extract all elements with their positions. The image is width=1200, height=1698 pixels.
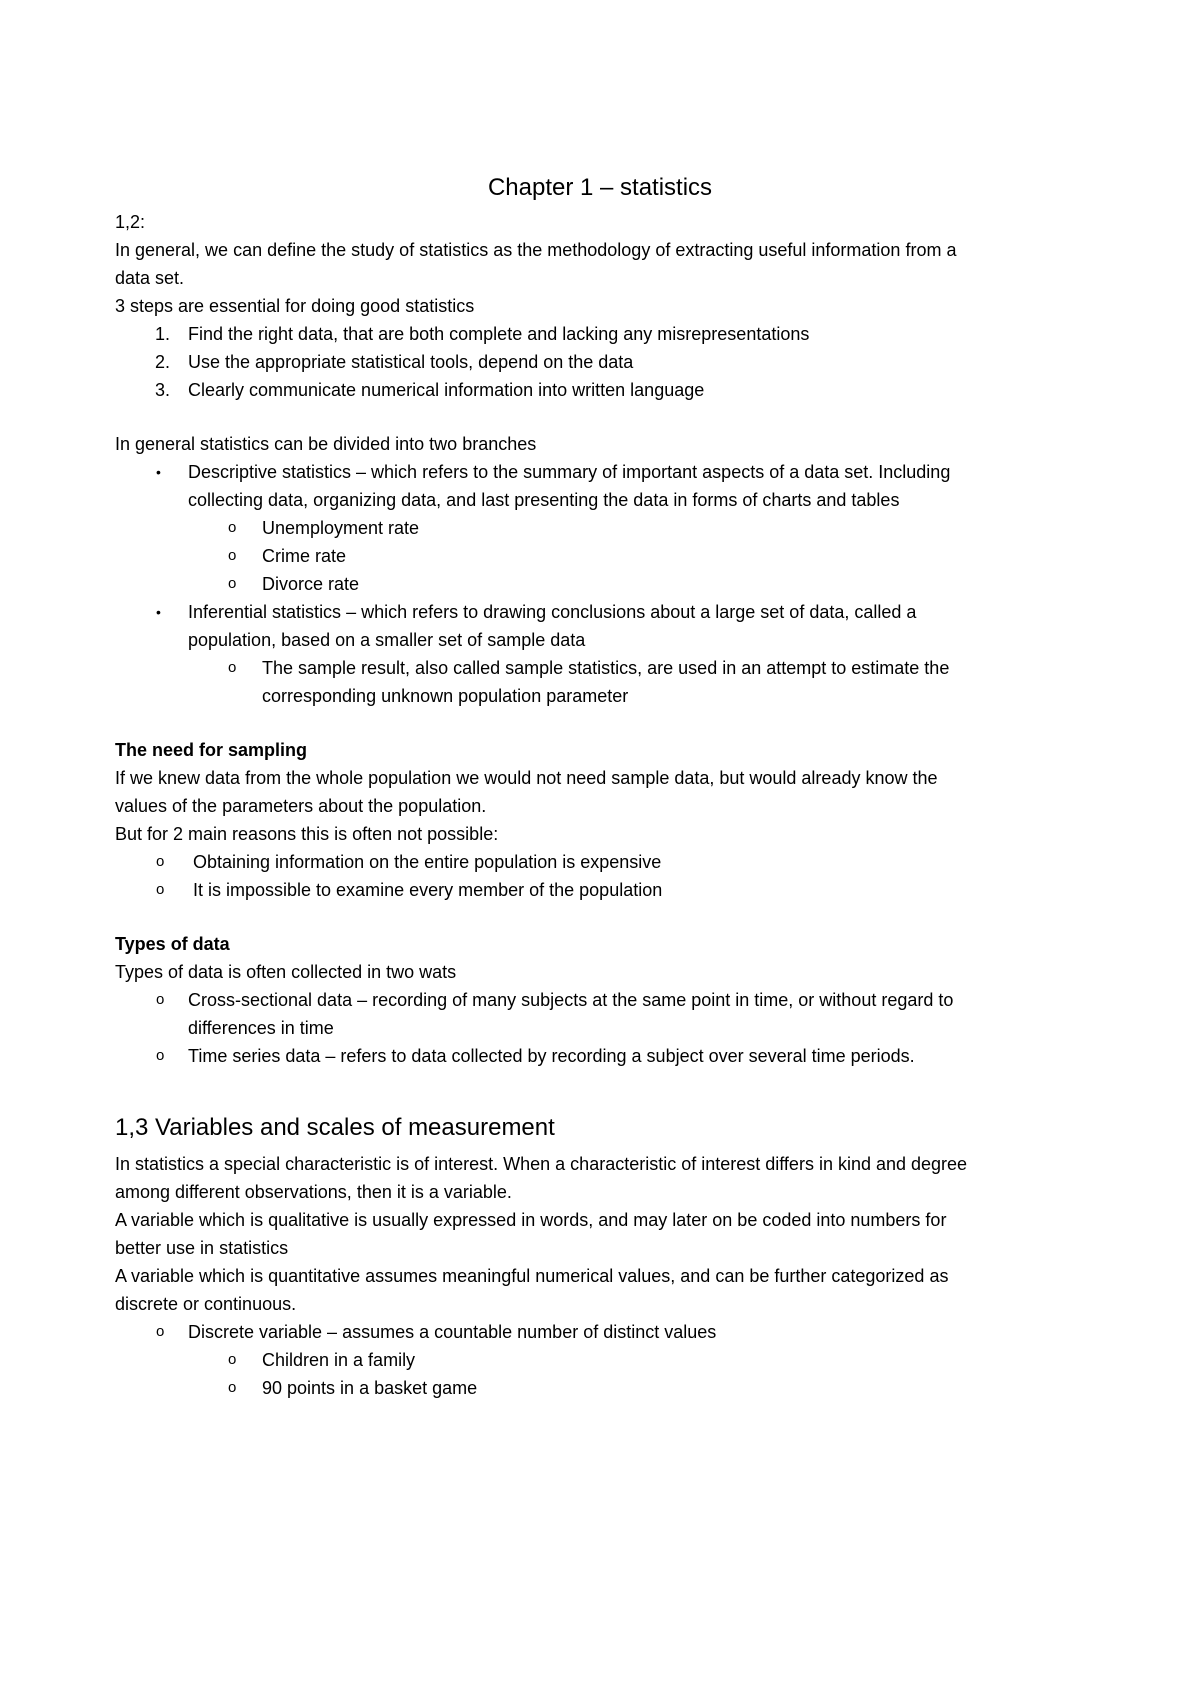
list-item-continuation: collecting data, organizing data, and last presenting the data in forms of charts and tables bbox=[188, 490, 900, 510]
list-item: Discrete variable – assumes a countable number of distinct values bbox=[188, 1322, 717, 1342]
paragraph-line: In statistics a special characteristic is of interest. When a characteristic of interest differs in kind and degree bbox=[115, 1154, 968, 1174]
paragraph-line: discrete or continuous. bbox=[115, 1294, 297, 1314]
sub-bullet-marker: o bbox=[156, 991, 165, 1008]
list-item: Inferential statistics – which refers to drawing conclusions about a large set of data, called a bbox=[188, 602, 917, 622]
paragraph-line: Types of data is often collected in two wats bbox=[115, 962, 457, 982]
list-item: Find the right data, that are both complete and lacking any misrepresentations bbox=[188, 324, 810, 344]
sub-list-item: Unemployment rate bbox=[262, 518, 420, 538]
paragraph-line: values of the parameters about the population. bbox=[115, 796, 487, 816]
paragraph-line: better use in statistics bbox=[115, 1238, 289, 1258]
paragraph-line: But for 2 main reasons this is often not possible: bbox=[115, 824, 499, 844]
sub-bullet-marker: o bbox=[228, 1351, 237, 1368]
list-item-continuation: population, based on a smaller set of sample data bbox=[188, 630, 586, 650]
list-item: Use the appropriate statistical tools, depend on the data bbox=[188, 352, 634, 372]
sub-bullet-marker: o bbox=[228, 1379, 237, 1396]
sub-list-item: Children in a family bbox=[262, 1350, 416, 1370]
paragraph-line: A variable which is quantitative assumes meaningful numerical values, and can be further categorized as bbox=[115, 1266, 949, 1286]
section-heading: The need for sampling bbox=[115, 740, 308, 760]
sub-list-item: Divorce rate bbox=[262, 574, 360, 594]
sub-bullet-marker: o bbox=[228, 519, 237, 536]
sub-bullet-marker: o bbox=[156, 853, 165, 870]
sub-list-item: Crime rate bbox=[262, 546, 347, 566]
section-label: 1,2: bbox=[115, 212, 146, 232]
sub-bullet-marker: o bbox=[156, 1047, 165, 1064]
paragraph-line: 3 steps are essential for doing good statistics bbox=[115, 296, 475, 316]
section-heading: 1,3 Variables and scales of measurement bbox=[115, 1114, 555, 1141]
list-number: 3. bbox=[155, 380, 171, 400]
paragraph-line: In general, we can define the study of statistics as the methodology of extracting useful information from a bbox=[115, 240, 957, 260]
paragraph-line: among different observations, then it is a variable. bbox=[115, 1182, 512, 1202]
sub-list-item: 90 points in a basket game bbox=[262, 1378, 478, 1398]
section-heading: Types of data bbox=[115, 934, 230, 954]
bullet-marker: • bbox=[156, 604, 161, 620]
list-item: Obtaining information on the entire population is expensive bbox=[193, 852, 662, 872]
list-item: Clearly communicate numerical information into written language bbox=[188, 380, 705, 400]
sub-bullet-marker: o bbox=[156, 881, 165, 898]
sub-bullet-marker: o bbox=[228, 547, 237, 564]
sub-bullet-marker: o bbox=[228, 659, 237, 676]
list-item-continuation: differences in time bbox=[188, 1018, 334, 1038]
list-item: It is impossible to examine every member of the population bbox=[193, 880, 663, 900]
paragraph-line: In general statistics can be divided into two branches bbox=[115, 434, 537, 454]
paragraph-line: If we knew data from the whole population we would not need sample data, but would already know the bbox=[115, 768, 938, 788]
sub-bullet-marker: o bbox=[228, 575, 237, 592]
paragraph-line: A variable which is qualitative is usually expressed in words, and may later on be coded into numbers for bbox=[115, 1210, 947, 1230]
sub-list-item: The sample result, also called sample statistics, are used in an attempt to estimate the bbox=[262, 658, 950, 678]
list-number: 2. bbox=[155, 352, 171, 372]
list-item: Time series data – refers to data collected by recording a subject over several time periods. bbox=[188, 1046, 915, 1066]
page-title: Chapter 1 – statistics bbox=[487, 174, 713, 201]
sub-list-item-continuation: corresponding unknown population parameter bbox=[262, 686, 629, 706]
paragraph-line: data set. bbox=[115, 268, 185, 288]
list-number: 1. bbox=[155, 324, 171, 344]
list-item: Descriptive statistics – which refers to the summary of important aspects of a data set. Including bbox=[188, 462, 951, 482]
bullet-marker: • bbox=[156, 464, 161, 480]
list-item: Cross-sectional data – recording of many subjects at the same point in time, or without regard to bbox=[188, 990, 954, 1010]
sub-bullet-marker: o bbox=[156, 1323, 165, 1340]
